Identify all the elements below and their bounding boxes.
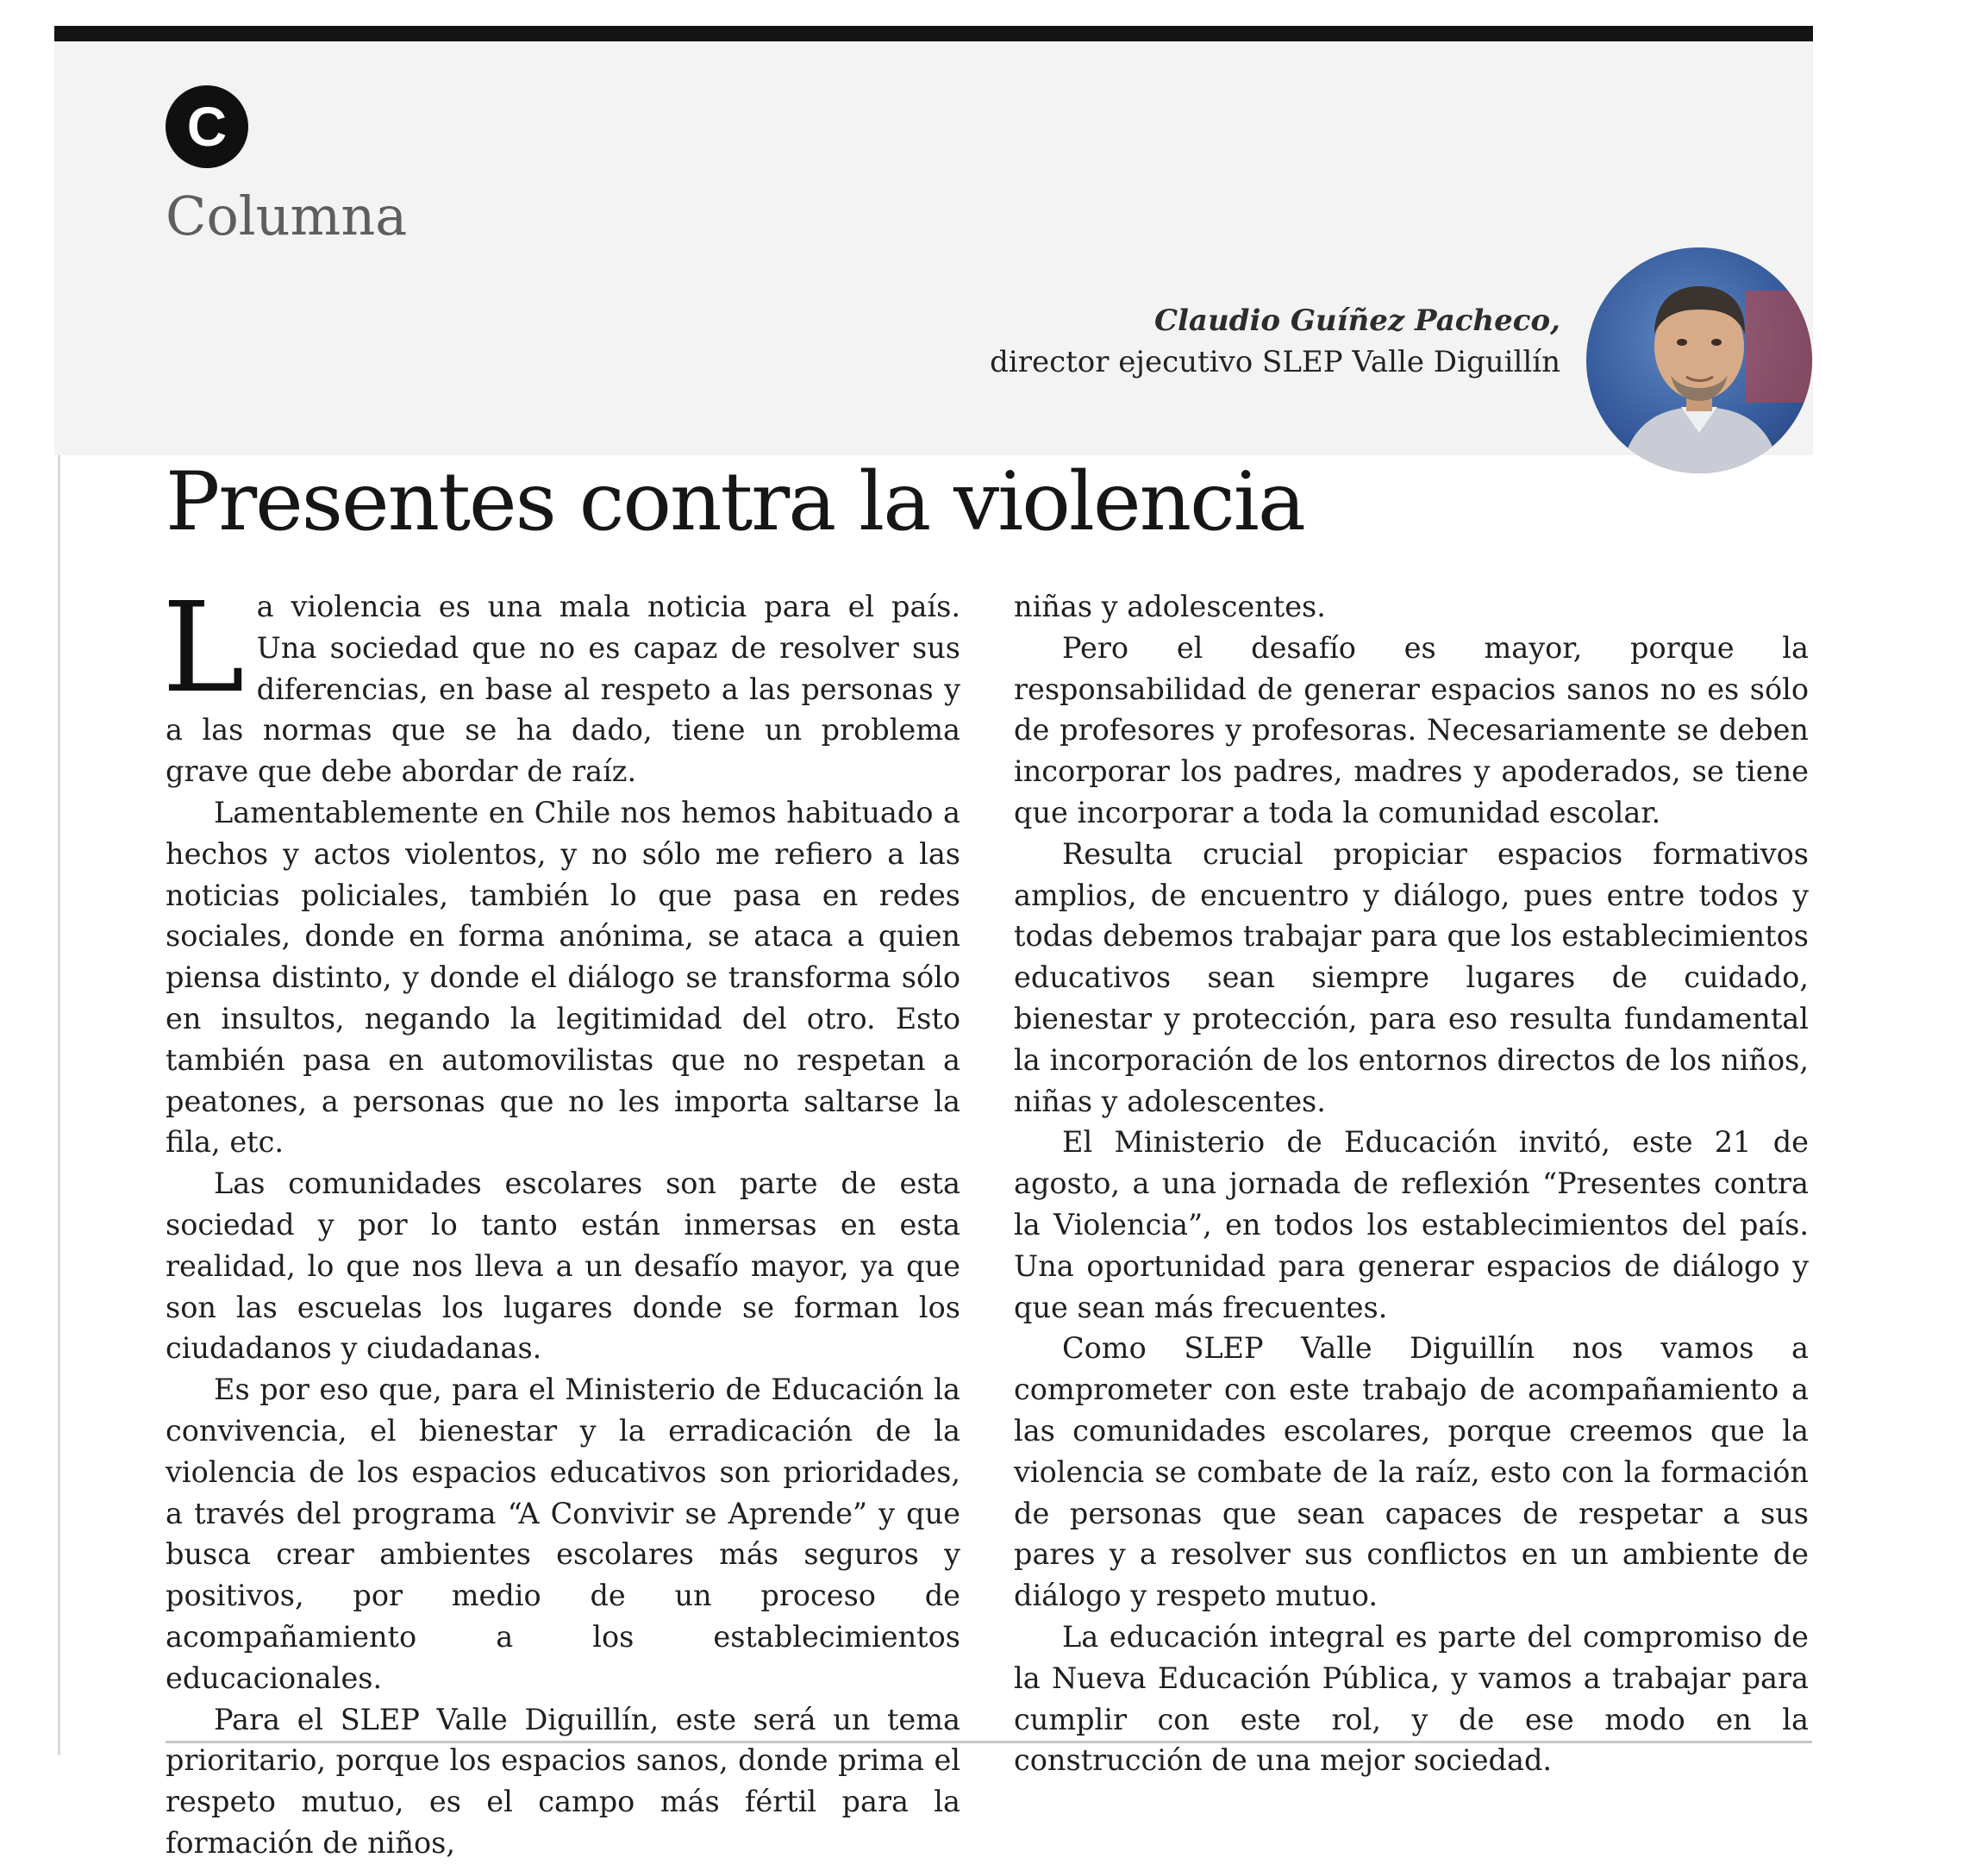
paragraph-text: a violencia es una mala noticia para el país. Una sociedad que no es capaz de resolver sus diferencias, en base al respeto a las personas y a las normas que se ha dado, tiene un problema grave que debe abordar de raíz. <box>166 590 960 789</box>
paragraph: Lamentablemente en Chile nos hemos habituado a hechos y actos violentos, y no sólo me refiero a las noticias policiales, también lo que pasa en redes sociales, donde en forma anónima, se ataca a quien piensa distinto, y donde el diálogo se transforma sólo en insultos, negando la legitimidad del otro. Esto también pasa en automovilistas que no respetan a peatones, a personas que no les importa saltarse la fila, etc. <box>166 795 960 1160</box>
author-name: Claudio Guíñez Pacheco, <box>1153 303 1560 338</box>
paragraph: Para el SLEP Valle Diguillín, este será un tema prioritario, porque los espacios sanos, donde prima el respeto mutuo, es el campo más fértil para la formación de niños, <box>166 1702 960 1860</box>
paragraph-continuation: niñas y adolescentes. <box>1014 590 1326 623</box>
paragraph: La educación integral es parte del compromiso de la Nueva Educación Pública, y vamos a trabajar para cumplir con este rol, y de ese modo en la construcción de una mejor sociedad. <box>1014 1619 1809 1778</box>
author-role: director ejecutivo SLEP Valle Diguillín <box>990 345 1560 379</box>
paragraph: Como SLEP Valle Diguillín nos vamos a comprometer con este trabajo de acompañamiento a las comunidades escolares, porque creemos que la violencia se combate de la raíz, esto con la formación de personas que sean capaces de respetar a sus pares y a resolver sus conflictos en un ambiente de diálogo y respeto mutuo. <box>1014 1331 1809 1613</box>
paragraph: Resulta crucial propiciar espacios formativos amplios, de encuentro y diálogo, pues entre todos y todas debemos trabajar para que los establecimientos educativos sean siempre lugares de cuidado, bienestar y protección, para eso resulta fundamental la incorporación de los entornos directos de los niños, niñas y adolescentes. <box>1014 836 1809 1118</box>
portrait-icon <box>1586 247 1812 473</box>
article-headline: Presentes contra la violencia <box>166 455 1304 549</box>
drop-cap: L <box>162 575 245 720</box>
section-badge-icon: C <box>166 85 248 168</box>
author-byline <box>990 300 1560 383</box>
author-photo <box>1586 247 1812 473</box>
left-margin-rule <box>58 455 60 1755</box>
paragraph: El Ministerio de Educación invitó, este 21 de agosto, a una jornada de reflexión “Presentes contra la Violencia”, en todos los establecimientos del país. Una oportunidad para generar espacios de diálogo y que sean más frecuentes. <box>1014 1125 1809 1324</box>
paragraph <box>162 575 960 792</box>
bottom-rule <box>166 1741 1812 1743</box>
top-rule <box>54 26 1813 41</box>
article-column-2 <box>1014 586 1809 1781</box>
paragraph: Las comunidades escolares son parte de esta sociedad y por lo tanto están inmersas en esta realidad, lo que nos lleva a un desafío mayor, ya que son las escuelas los lugares donde se forman los ciudadanos y ciudadanas. <box>166 1167 960 1366</box>
header-background <box>54 41 1813 455</box>
article-column-1 <box>162 575 960 1864</box>
paragraph: Es por eso que, para el Ministerio de Educación la convivencia, el bienestar y la erradicación de la violencia de los espacios educativos son prioridades, a través del programa “A Convivir se Aprende” y que busca crear ambientes escolares más seguros y positivos, por medio de un proceso de acompañamiento a los establecimientos educacionales. <box>166 1373 960 1695</box>
paragraph: Pero el desafío es mayor, porque la responsabilidad de generar espacios sanos no es sólo de profesores y profesoras. Necesariamente se deben incorporar los padres, madres y apoderados, se tiene que incorporar a toda la comunidad escolar. <box>1014 630 1809 829</box>
section-label: Columna <box>166 185 408 247</box>
